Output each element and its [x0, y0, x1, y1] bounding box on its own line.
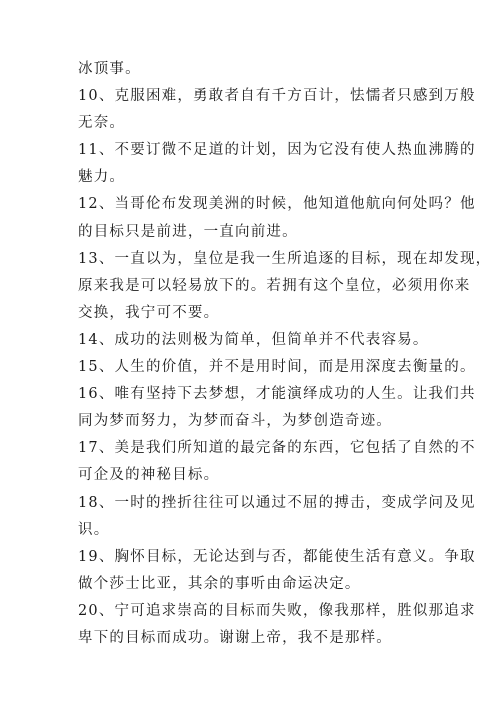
- text-line: 识。: [78, 521, 110, 538]
- text-line: 魅力。: [78, 169, 126, 186]
- text-line: 10、克服困难，勇敢者自有千方百计，怯懦者只感到万般: [78, 88, 476, 105]
- text-line: 13、一直以为，皇位是我一生所追逐的目标，现在却发现，: [78, 250, 492, 267]
- text-line: 可企及的神秘目标。: [78, 467, 220, 484]
- text-line: 18、一时的挫折往往可以通过不屈的搏击，变成学问及见: [78, 494, 476, 511]
- text-line: 原来我是可以轻易放下的。若拥有这个皇位，必须用你来: [78, 277, 471, 294]
- text-line: 11、不要订微不足道的计划，因为它没有使人热血沸腾的: [78, 142, 476, 159]
- text-line: 12、当哥伦布发现美洲的时候，他知道他航向何处吗？他: [78, 196, 476, 213]
- text-line: 17、美是我们所知道的最完备的东西，它包括了自然的不: [78, 440, 476, 457]
- text-line: 的目标只是前进，一直向前进。: [78, 223, 298, 240]
- text-line: 交换，我宁可不要。: [78, 304, 220, 321]
- text-line: 冰顶事。: [78, 61, 141, 77]
- text-line: 19、胸怀目标，无论达到与否，都能使生活有意义。争取: [78, 548, 476, 565]
- text-line: 15、人生的价值，并不是用时间，而是用深度去衡量的。: [78, 359, 476, 376]
- text-line: 同为梦而努力，为梦而奋斗，为梦创造奇迹。: [78, 413, 392, 430]
- text-line: 20、宁可追求崇高的目标而失败，像我那样，胜似那追求: [78, 602, 476, 619]
- text-line: 卑下的目标而成功。谢谢上帝，我不是那样。: [78, 629, 392, 646]
- text-line: 做个莎士比亚，其余的事听由命运决定。: [78, 575, 361, 592]
- text-line: 无奈。: [78, 115, 126, 132]
- text-line: 16、唯有坚持下去梦想，才能演绎成功的人生。让我们共: [78, 386, 476, 403]
- text-line: 14、成功的法则极为简单，但简单并不代表容易。: [78, 331, 429, 348]
